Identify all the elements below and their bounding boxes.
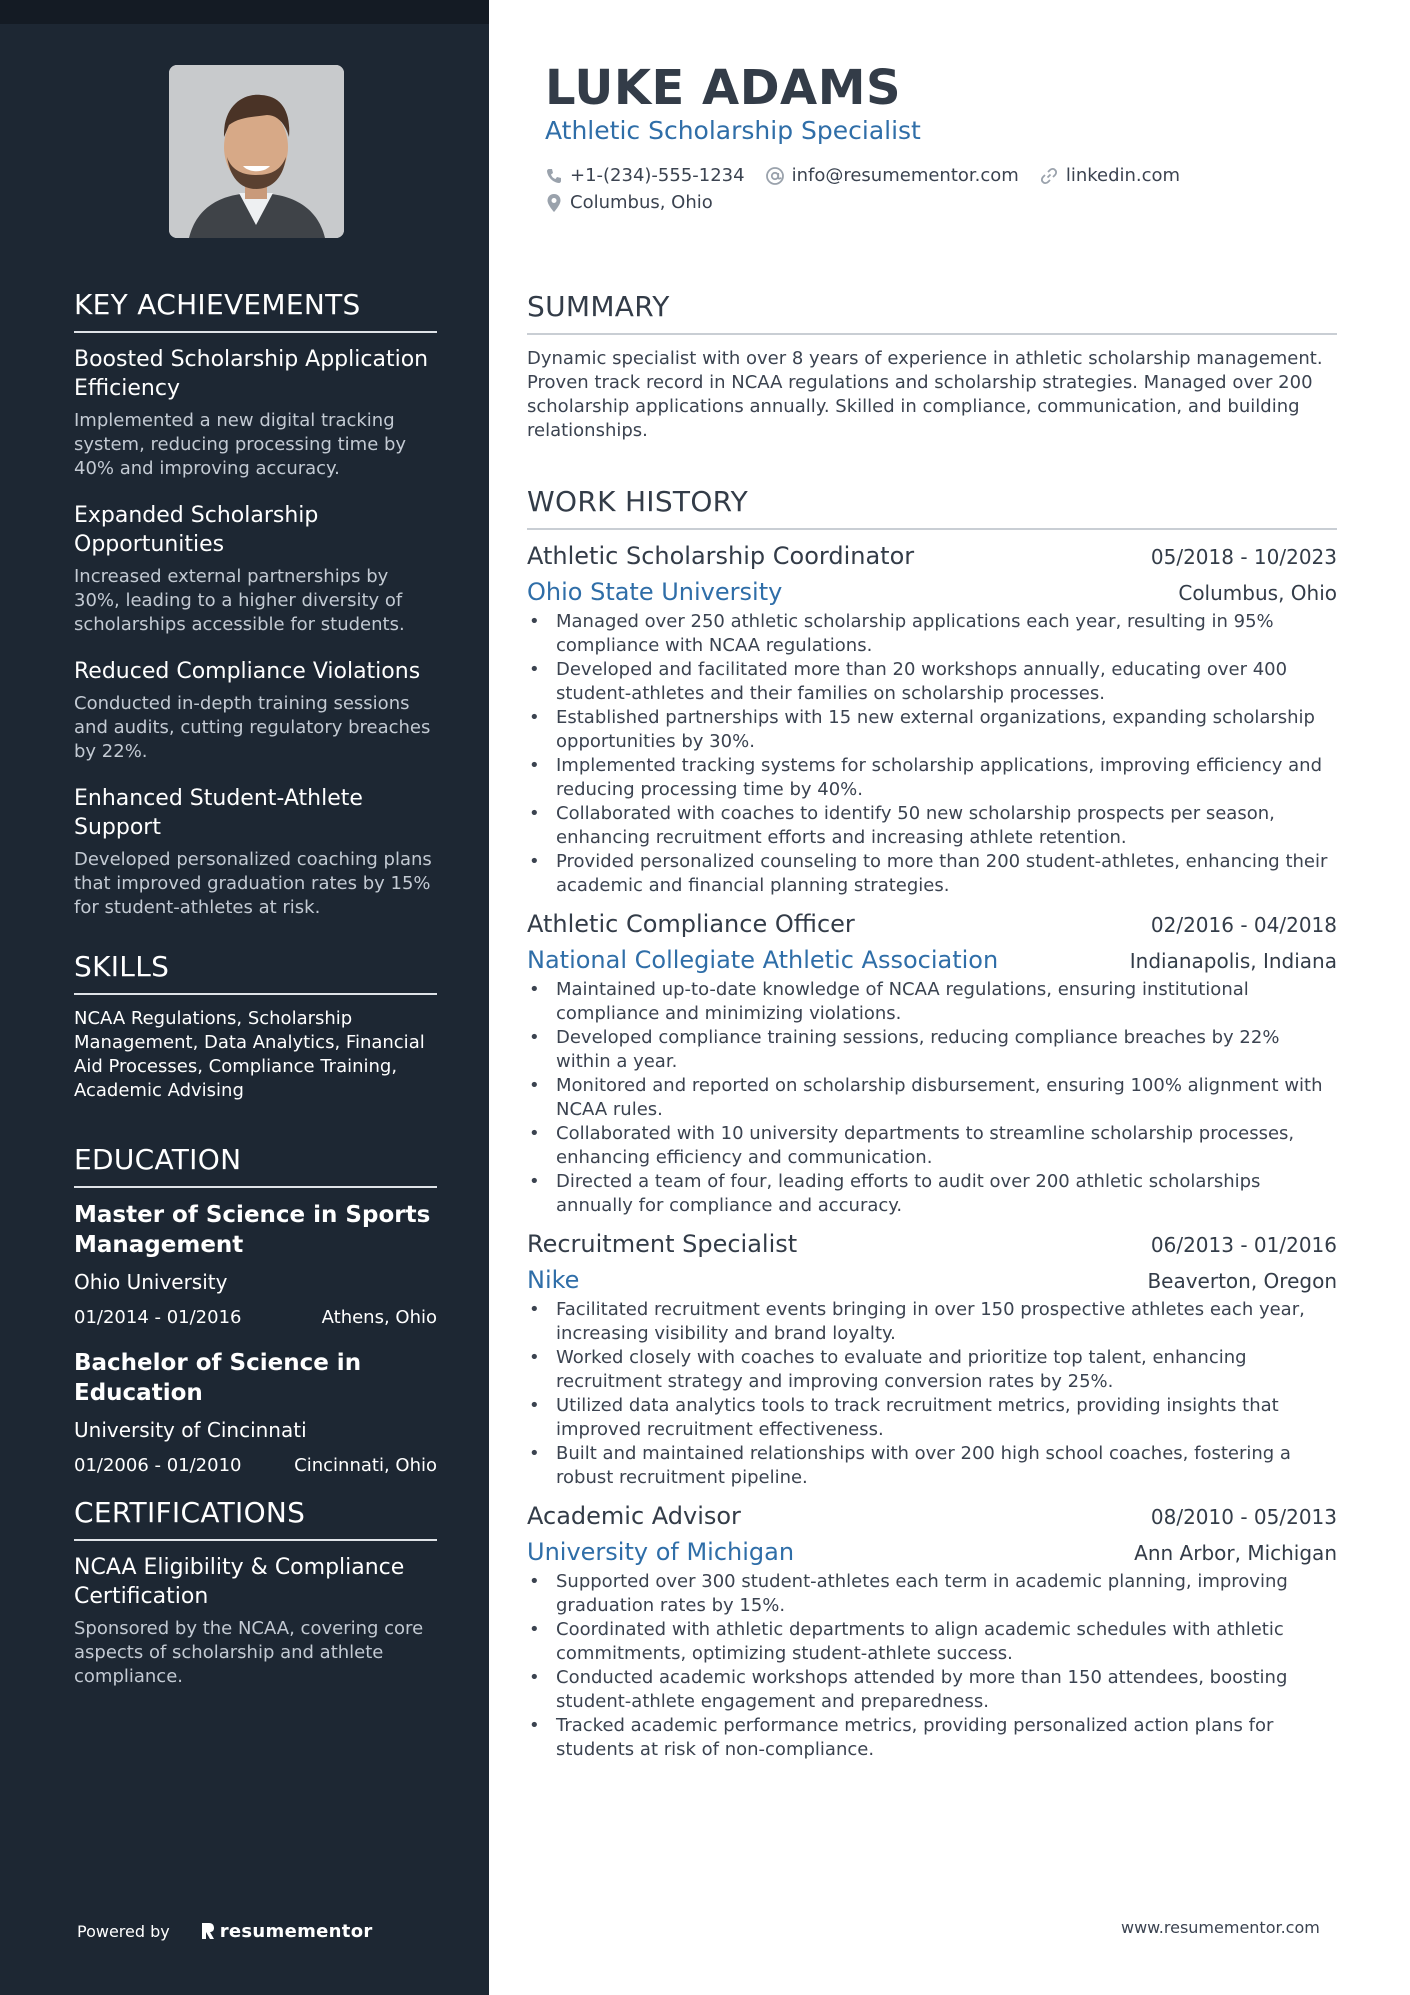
job-bullet: • Supported over 300 student-athletes each term in academic planning, improving graduation rates by 15%. [527,1570,1337,1618]
education-section [74,1143,437,1476]
job-dates: 08/2010 - 05/2013 [1150,1505,1337,1529]
resumementor-logo-text: resumementor [219,1920,373,1942]
profile-photo [169,65,344,238]
job-bullet: • Developed compliance training sessions, reducing compliance breaches by 22% within a year. [527,1026,1337,1074]
achievement-item [74,657,437,764]
job-bullet: • Conducted academic workshops attended by more than 150 attendees, boosting student-athlete engagement and preparedness. [527,1666,1337,1714]
job-dates: 05/2018 - 10/2023 [1150,545,1337,569]
job-header [527,1502,1337,1530]
job-entry [527,1230,1337,1490]
job-dates: 02/2016 - 04/2018 [1150,913,1337,937]
education-school: Ohio University [74,1270,228,1294]
education-degree: Bachelor of Science in Education [74,1350,362,1406]
main-column [527,0,1337,1995]
summary-text: Dynamic specialist with over 8 years of experience in athletic scholarship management. Proven track record in NCAA regulations and scholarship strategies. Managed over 200 scholarship applications annually. Skilled in compliance, communication, and building relationships. [527,348,1323,441]
achievement-item [74,501,437,637]
job-company: National Collegiate Athletic Association [527,946,999,974]
link-icon [1039,166,1059,186]
job-employer-row [527,1266,1337,1294]
education-location: Cincinnati, Ohio [294,1455,437,1476]
job-title: Athletic Scholarship Coordinator [527,542,915,570]
skills-text: NCAA Regulations, Scholarship Management, Data Analytics, Financial Aid Processes, Compliance Training, Academic Advising [74,1008,425,1101]
education-item [74,1200,437,1328]
job-employer-row [527,946,1337,974]
certification-title: NCAA Eligibility & Compliance Certification [74,1555,405,1609]
job-header [527,542,1337,570]
achievement-description: Developed personalized coaching plans that improved graduation rates by 15% for student-athletes at risk. [74,849,432,918]
sidebar [0,0,489,1995]
job-dates: 06/2013 - 01/2016 [1150,1233,1337,1257]
job-company: Ohio State University [527,578,783,606]
achievement-title: Reduced Compliance Violations [74,659,421,684]
job-bullet: • Developed and facilitated more than 20 workshops annually, educating over 400 student-athletes and their families on scholarship processes. [527,658,1337,706]
education-item [74,1348,437,1476]
education-meta [74,1455,437,1476]
job-bullet: • Established partnerships with 15 new external organizations, expanding scholarship opportunities by 30%. [527,706,1337,754]
achievement-item [74,784,437,920]
job-location: Indianapolis, Indiana [1129,949,1337,973]
achievement-title: Enhanced Student-Athlete Support [74,786,363,840]
job-location: Columbus, Ohio [1178,581,1337,605]
job-bullet: • Collaborated with coaches to identify 50 new scholarship prospects per season, enhancing recruitment efforts and increasing athlete retention. [527,802,1337,850]
job-bullet: • Utilized data analytics tools to track recruitment metrics, providing insights that improved recruitment effectiveness. [527,1394,1337,1442]
job-bullet: • Managed over 250 athletic scholarship applications each year, resulting in 95% compliance with NCAA regulations. [527,610,1337,658]
job-company: University of Michigan [527,1538,795,1566]
job-title: Recruitment Specialist [527,1230,798,1258]
job-bullets [527,1298,1337,1490]
resumementor-logo[interactable] [200,1921,373,1942]
job-bullet: • Coordinated with athletic departments to align academic schedules with athletic commitments, optimizing student-athlete success. [527,1618,1337,1666]
job-bullet: • Monitored and reported on scholarship disbursement, ensuring 100% alignment with NCAA rules. [527,1074,1337,1122]
job-employer-row [527,1538,1337,1566]
achievement-description: Increased external partnerships by 30%, leading to a higher diversity of scholarships accessible for students. [74,566,405,635]
location-contact [545,192,713,213]
skills-heading: SKILLS [74,950,437,995]
location-text: Columbus, Ohio [570,192,713,213]
key-achievements-section [74,288,437,920]
education-dates: 01/2014 - 01/2016 [74,1307,242,1328]
phone-text: +1-(234)-555-1234 [570,165,745,186]
at-icon [765,166,785,186]
job-bullet: • Tracked academic performance metrics, providing personalized action plans for students at risk of non-compliance. [527,1714,1337,1762]
certifications-heading: CERTIFICATIONS [74,1496,437,1541]
footer-url[interactable]: www.resumementor.com [1121,1918,1320,1937]
key-achievements-heading: KEY ACHIEVEMENTS [74,288,437,333]
jobs-list [527,542,1337,1762]
achievement-item [74,345,437,481]
job-location: Beaverton, Oregon [1147,1269,1337,1293]
job-entry [527,1502,1337,1762]
candidate-name: LUKE ADAMS [545,60,902,116]
summary-heading: SUMMARY [527,290,1337,335]
job-bullet: • Built and maintained relationships with over 200 high school coaches, fostering a robust recruitment pipeline. [527,1442,1337,1490]
certifications-list [74,1553,437,1689]
education-heading: EDUCATION [74,1143,437,1188]
education-dates: 01/2006 - 01/2010 [74,1455,242,1476]
job-company: Nike [527,1266,580,1294]
contact-row-primary [545,162,1200,189]
email-contact[interactable] [765,165,1019,186]
phone-icon [545,167,563,185]
sidebar-top-bar [0,0,489,24]
linkedin-contact[interactable] [1039,165,1180,186]
job-header [527,910,1337,938]
candidate-role: Athletic Scholarship Specialist [545,116,921,145]
education-location: Athens, Ohio [321,1307,437,1328]
phone-contact[interactable] [545,165,745,186]
job-bullet: • Implemented tracking systems for scholarship applications, improving efficiency and reducing processing time by 40%. [527,754,1337,802]
achievement-description: Conducted in-depth training sessions and audits, cutting regulatory breaches by 22%. [74,693,431,762]
certification-item [74,1553,437,1689]
resumementor-logo-icon [200,1921,216,1941]
education-degree: Master of Science in Sports Management [74,1202,431,1258]
contact-info [545,162,1200,216]
main-content [527,290,1337,1774]
job-bullets [527,1570,1337,1762]
job-bullet: • Maintained up-to-date knowledge of NCAA regulations, ensuring institutional compliance and minimizing violations. [527,978,1337,1026]
summary-section [527,290,1337,443]
job-employer-row [527,578,1337,606]
job-bullet: • Provided personalized counseling to more than 200 student-athletes, enhancing their academic and financial planning strategies. [527,850,1337,898]
work-history-section [527,485,1337,1762]
achievement-title: Expanded Scholarship Opportunities [74,503,319,557]
job-bullet: • Directed a team of four, leading efforts to audit over 200 athletic scholarships annually for compliance and accuracy. [527,1170,1337,1218]
job-bullet: • Worked closely with coaches to evaluate and prioritize top talent, enhancing recruitment strategy and improving conversion rates by 25%. [527,1346,1337,1394]
job-bullet: • Facilitated recruitment events bringing in over 150 prospective athletes each year, increasing visibility and brand loyalty. [527,1298,1337,1346]
contact-row-secondary [545,189,1200,216]
job-entry [527,542,1337,898]
sidebar-content [74,288,437,1727]
job-bullet: • Collaborated with 10 university departments to streamline scholarship processes, enhancing efficiency and communication. [527,1122,1337,1170]
achievements-list [74,345,437,920]
job-location: Ann Arbor, Michigan [1134,1541,1337,1565]
achievement-description: Implemented a new digital tracking system, reducing processing time by 40% and improving accuracy. [74,410,407,479]
job-entry [527,910,1337,1218]
powered-by-label: Powered by [77,1921,170,1941]
email-text: info@resumementor.com [791,165,1019,186]
certification-description: Sponsored by the NCAA, covering core aspects of scholarship and athlete compliance. [74,1618,424,1687]
education-meta [74,1307,437,1328]
certifications-section [74,1496,437,1689]
map-pin-icon [545,193,563,213]
job-title: Athletic Compliance Officer [527,910,855,938]
job-title: Academic Advisor [527,1502,741,1530]
job-bullets [527,610,1337,898]
skills-section [74,950,437,1103]
achievement-title: Boosted Scholarship Application Efficiency [74,347,429,401]
education-school: University of Cincinnati [74,1418,307,1442]
linkedin-text: linkedin.com [1065,165,1181,186]
powered-by-footer [77,1916,377,1946]
job-header [527,1230,1337,1258]
work-history-heading: WORK HISTORY [527,485,1337,530]
job-bullets [527,978,1337,1218]
education-list [74,1200,437,1476]
